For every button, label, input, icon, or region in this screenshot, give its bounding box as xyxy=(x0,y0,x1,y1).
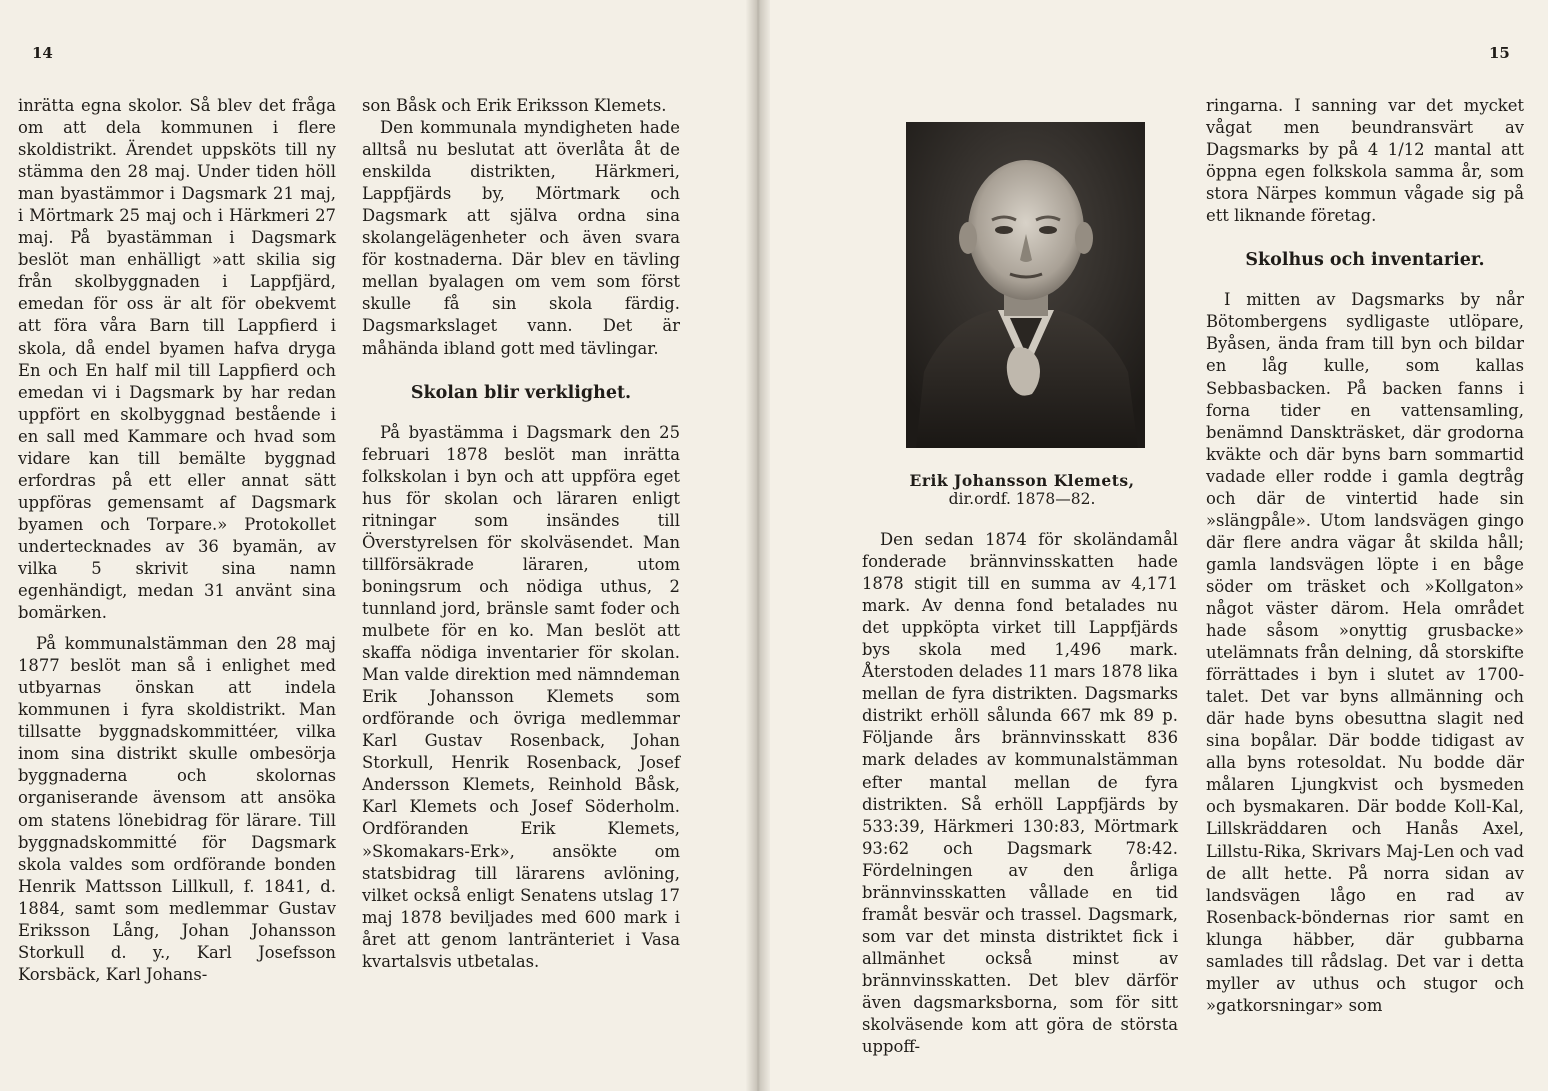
paragraph: son Båsk och Erik Eriksson Klemets. xyxy=(362,96,667,115)
section-heading: Skolan blir verklighet. xyxy=(410,382,632,403)
portrait-photo xyxy=(906,122,1145,448)
paragraph: På byastämma i Dagsmark den 25 februari 1878 beslöt man inrätta folkskolan i byn och att uppföra eget hus för skolan och läraren enligt ritningar som insändes till Överstyrelsen för skolväsendet. Man tillförsäkrade läraren, utom boningsrum och nödiga uthus, 2 tunnland jord, bränsle samt foder och mulbete för en ko. Man beslöt att skaffa nödiga inventarier för skolan. Man valde direktion med nämndeman Erik Johansson Klemets som ordförande och övriga medlemmar Karl Gustav Rosenback, Johan Storkull, Henrik Rosenback, Josef Andersson Klemets, Reinhold Båsk, Karl Klemets och Josef Söderholm. Ordföranden Erik Klemets, »Skomakars-Erk», ansökte om statsbidrag till lärarens avlöning, vilket också enligt Senatens utslag 17 maj 1878 beviljades med 600 mark i året att genom lantränteriet i Vasa kvartalsvis utbetalas. xyxy=(362,422,680,971)
paragraph: Den sedan 1874 för skoländamål fonderade brännvinsskatten hade 1878 stigit till en summa av 4,171 mark. Av denna fond betalades nu det uppköpta virket till Lappfjärds bys skola med 1,496 mark. Återstoden delades 11 mars 1878 lika mellan de fyra distrikten. Dagsmarks distrikt erhöll sålunda 667 mk 89 p. Följande års brännvinsskatt 836 mark delades av kommunalstämman efter mantal mellan de fyra distrikten. Så erhöll Lappfjärds by 533:39, Härkmeri 130:83, Mörtmark 93:62 och Dagsmark 78:42. Fördelningen av den årliga brännvinsskatten vållade en tid framåt besvär och trassel. Dagsmark, som var det minsta distriktet fick i allmänhet också minst av brännvinsskatten. Det blev därför även dagsmarksborna, som för sitt skolväsende kom att göra de största uppoff- xyxy=(862,530,1178,1057)
paragraph: I mitten av Dagsmarks by når Bötombergens sydligaste utlöpare, Byåsen, ända fram till byn och bildar en låg kulle, som kallas Sebbasbacken. På backen fanns i forna tider en vattensamling, benämnd Danskträsket, där grodorna kväkte och där byns barn sommartid vadade eller rodde i gamla degtråg och där de vintertid hade sin »slängpåle». Utom landsvägen gingo där flere andra vägar åt skilda håll; gamla landsvägen löpte i en båge söder om träsket och »Kollgaton» något väster därom. Hela området hade såsom »onyttig grusbacke» utelämnats från delning, då storskifte förrättades i byn i slutet av 1700-talet. Det var byns allmänning och där hade byns obesuttna slagit ned sina bopålar. Där bodde tidigast av alla byns rotesoldat. Nu bodde där målaren Ljungkvist och bysmeden och bysmakaren. Där bodde Koll-Kal, Lillskräddaren och Hanås Axel, Lillstu-Rika, Skrivars Maj-Len och vad de allt hette. På norra sidan av landsvägen lågo en rad av Rosenback-böndernas rior samt en klunga häbber, där gubbarna samlades till rådslag. Det var i detta myller av uthus och stugor och »gatkorsningar» som xyxy=(1206,290,1525,1015)
book-gutter xyxy=(746,0,770,1091)
caption-title: dir.ordf. 1878—82. xyxy=(948,490,1096,508)
portrait-illustration xyxy=(906,122,1145,448)
left-column-2 xyxy=(362,95,680,973)
page-number-right: 15 xyxy=(1489,44,1510,62)
paragraph: På kommunalstämman den 28 maj 1877 beslöt man så i enlighet med utbyarnas önskan att indela kommunen i fyra skoldistrikt. Man tillsatte byggnadskommittéer, vilka inom sina distrikt skulle ombesörja byggnaderna och skolornas organiserande ävensom att ansöka om statens lönebidrag för lärare. Till byggnadskommitté för Dagsmark skola valdes som ordförande bonden Henrik Mattsson Lillkull, f. 1841, d. 1884, samt som medlemmar Gustav Eriksson Lång, Johan Johansson Storkull d. y., Karl Josefsson Korsbäck, Karl Johans- xyxy=(18,634,336,984)
photo-caption xyxy=(872,472,1172,508)
paragraph: Den kommunala myndigheten hade alltså nu beslutat att överlåta åt de enskilda distrikten, Härkmeri, Lappfjärds by, Mörtmark och Dagsmark att själva ordna sina skolangelägenheter och även svara för kostnaderna. Där blev en tävling mellan byalagen om vem som först skulle få sin skola färdig. Dagsmarkslaget vann. Det är måhända ibland gott med tävlingar. xyxy=(362,118,680,358)
section-heading: Skolhus och inventarier. xyxy=(1245,250,1485,271)
caption-name: Erik Johansson Klemets, xyxy=(909,471,1135,490)
right-column-2 xyxy=(1206,95,1524,1017)
paragraph: inrätta egna skolor. Så blev det fråga om att dela kommunen i flere skoldistrikt. Ärendet uppsköts till ny stämma den 28 maj. Under tiden höll man byastämmor i Dagsmark 21 maj, i Mörtmark 25 maj och i Härkmeri 27 maj. På byastämman i Dagsmark beslöt man enhälligt »att skilia sig från skolbyggnaden i Lappfjärd, emedan för oss är alt för obekvemt att föra våra Barn till Lappfierd i skola, då endel byamen hafva dryga En och En half mil till Lappfierd och emedan vi i Dagsmark by har redan uppfört en skolbyggnad bestående i en sall med Kammare och hvad som vidare kan till bemälte byggnad erfordras på ett eller annat sätt uppföras gemensamt af Dagsmark byamen och Torpare.» Protokollet undertecknades av 36 byamän, av vilka 5 skrivit sina namn egenhändigt, medan 31 använt sina bomärken. xyxy=(18,96,336,623)
left-column-1 xyxy=(18,95,336,986)
paragraph: ringarna. I sanning var det mycket vågat men beundransvärt av Dagsmarks by på 4 1/12 mantal att öppna egen folkskola samma år, som stora Närpes kommun vågade sig på ett liknande företag. xyxy=(1206,96,1524,226)
page-number-left: 14 xyxy=(32,44,53,62)
right-column-1 xyxy=(862,529,1178,1058)
